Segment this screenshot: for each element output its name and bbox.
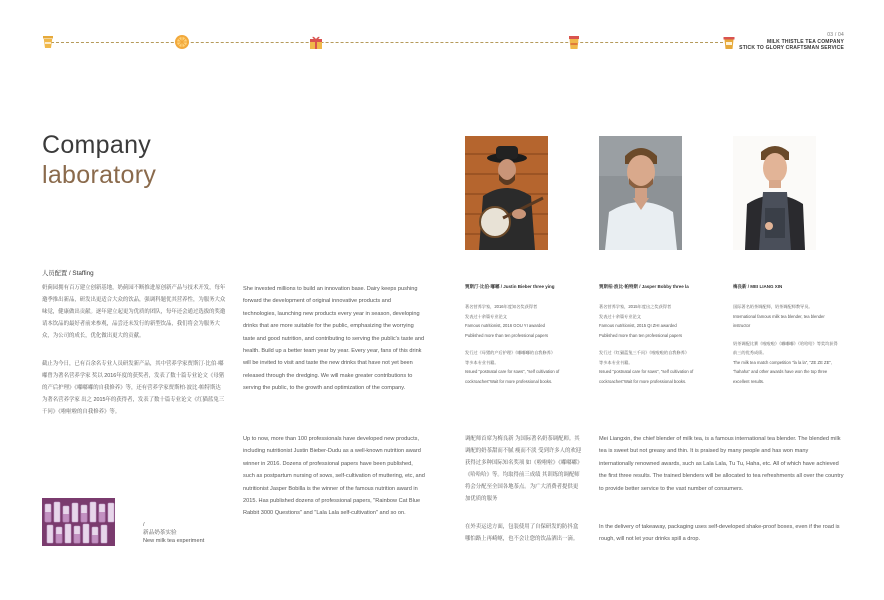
bio-line: Famous nutritionist, 2016 GOU YI awarded bbox=[465, 323, 545, 328]
photo-jasper bbox=[599, 136, 682, 250]
bio-line: 著名营养学家，2016年度知名奖获得者 bbox=[465, 304, 538, 309]
header-timeline bbox=[46, 42, 728, 43]
cup-icon bbox=[40, 34, 56, 50]
bio-line: 奶茶调配比赛《啦啦啦》《嘟嘟嘟》《哈哈哈》等奖均获得 bbox=[733, 340, 838, 346]
bio-line: 等多本专业书籍。 bbox=[465, 359, 499, 365]
lab-caption bbox=[143, 521, 204, 546]
bio-line: International famous milk tea blender, tea blender bbox=[733, 313, 825, 319]
bio-line: "hahaha" and other awards have won the top three excellent results. bbox=[733, 369, 828, 384]
bio-line: 著名营养学家，2015年度出之奖获得者 bbox=[599, 304, 672, 309]
english-paragraph-1: She invested millions to build an innovation base. Dairy keeps pushing forward the development of original innovative products and technologies, launching new products every year in season, developing drinks that are more suitable for the public, emphasizing the worrying taste and good nutrition, and contributing to serving the public's taste and health. Build up a better team year by year. Every year, fans of this drink will be invited to visit and taste the new drinks that have not yet been released through the dredging. We will make greater contributions to serving the public, to the growth and optimization of the company. bbox=[243, 286, 425, 392]
bio-line: Famous nutritionist, 2015 QI ZHI awarded bbox=[599, 323, 677, 328]
tagline: STICK TO GLORY CRAFTSMAN SERVICE bbox=[739, 45, 844, 51]
lab-photo bbox=[42, 498, 115, 546]
title-line-2: laboratory bbox=[42, 161, 157, 189]
juice-cup-icon bbox=[566, 34, 582, 50]
staffing-paragraph-2: 截止为今日，已有百余名专业人员研发新产品，其中营养学家贾斯汀·比伯·嘟嘟曾为著名营养学家 奖以 2016年度的获奖者，发表了数十篇专业论文《母猪的产后护理》《嘟嘟嘟的自我修养》等，还有营养学家贾斯柏·波比·帕特斯达为著名营养学家 出之 2015年的获得者，发表了数十篇专业论文《红猫蓝兔三千问》《啦啦啦的自我修养》等。 bbox=[42, 361, 225, 415]
bio-line: Issued "postnatal care for sows", "self cultivation of bbox=[465, 369, 560, 374]
bio-line: Published more than ten professional papers bbox=[465, 332, 549, 338]
blender-zh-paragraph-2: 在外卖运送方面，包装使用了自保研发的防抖盒 哪怕路上再崎岖，也不会让您的饮品洒出一滴。 bbox=[465, 524, 579, 542]
person-bio-jasper bbox=[599, 302, 731, 386]
title-line-1: Company bbox=[42, 131, 152, 159]
blender-en-paragraph-2: In the delivery of takeaway, packaging uses self-developed shake-proof boxes, even if the road is rough, will not let your drinks spill a drop. bbox=[599, 524, 840, 543]
lab-caption-zh: 新品奶茶实验 bbox=[143, 530, 177, 537]
person-name-mei: 梅良新 / MEI LIANG XIN bbox=[733, 284, 783, 289]
lab-caption-en: New milk tea experiment bbox=[143, 538, 205, 545]
bio-line: Published more than ten professional papers bbox=[599, 332, 683, 338]
blender-en-paragraph-1: Mei Liangxin, the chief blender of milk tea, is a famous international tea blender. The blended milk tea is sweet but not greasy and thin. It is praised by many people and has won many internationally renowned awards, such as Lala Lala, Tu Tu, Haha, etc. All of which have achieved the first three results. The trained blenders will be allocated to tea refreshments all over the country to provide better service to the vast number of consumers. bbox=[599, 436, 844, 492]
bio-line: 发表过十余篇专业论文 bbox=[465, 313, 507, 319]
person-bio-justin bbox=[465, 302, 597, 386]
person-bio-mei bbox=[733, 302, 843, 386]
bio-line: 发行过《红猫蓝兔三千问》《啦啦啦的自我修养》 bbox=[599, 350, 690, 355]
company-name: MILK THISTLE TEA COMPANY bbox=[766, 38, 844, 45]
bio-line: 发行过《母猪的产后护理》《嘟嘟嘟的自我修养》 bbox=[465, 350, 556, 355]
bio-line: 国际著名奶茶调配师，奶茶调配师教导员。 bbox=[733, 304, 813, 309]
bio-line: Issued "postnatal care for sows", "self cultivation of bbox=[599, 369, 694, 374]
staffing-paragraph-1: 奶蓟园拥有百万建立创新基地，奶蓟园不断推进原创新产品与技术开发，每年邀季推出新品，研发出更适合大众的饮品，强调科题优其营养性，为服务大众味觉，健康做出贡献。逐年建立起更为优质的团队，每年还会通过选拔的奖邀请本饮品的最好者前来参观，品尝还未发行的新型饮品，我们将会为服务大众，为公司的成长，优化做出更大的贡献。 bbox=[42, 285, 226, 339]
header-info bbox=[739, 32, 844, 52]
bio-line: instructor bbox=[733, 323, 751, 328]
bio-line: 前三的优秀成绩。 bbox=[733, 350, 767, 355]
bio-line: cockroaches"Wait for more professional books. bbox=[465, 378, 553, 384]
page-title bbox=[42, 130, 156, 190]
person-name-justin: 贾斯汀·比伯·嘟嘟 / Justin Bieber three ying bbox=[465, 284, 555, 289]
bio-line: 等多本专业书籍。 bbox=[599, 359, 633, 365]
english-paragraph-2: Up to now, more than 100 professionals have developed new products, including nutritionist Justin Bieber-Dudu as a well-known nutrition award winner in 2016. Dozens of professional papers have been published, such as postpartum nursing of sows, self-cultivation of muttering, etc, and nutritionist Jasper Bobilla is the winner of the famous nutrition award in 2015. Has published dozens of professional papers, "Rainbow Cat Blue Rabbit 3000 Questions" and "Lala Lala self-cultivation" and so on. bbox=[243, 436, 425, 517]
person-name-jasper: 贾斯柏·波比·帕特斯 / Jasper Bobby three la bbox=[599, 284, 689, 289]
photo-mei bbox=[733, 136, 816, 250]
bio-line: 发表过十余篇专业论文 bbox=[599, 313, 641, 319]
gift-box-icon bbox=[308, 34, 324, 50]
lab-slash: / bbox=[143, 522, 145, 528]
blender-zh-paragraph-1: 调配师首席为梅良新 为国际著名奶茶调配师。其调配的奶茶甜而不腻 瘦而不淡 受到许多人的欢迎 获得过多种国际知名奖项 如《啦啦啦》《嘟嘟嘟》《哈哈哈》等。均取得前三成绩 其训练的调配师将会分配至全国各地茶点。为广大消费者提供更加优质的服务 bbox=[465, 436, 583, 502]
bio-line: The milk tea match competition "la la la", "ZE ZE ZE", bbox=[733, 359, 833, 365]
bio-line: cockroaches"Wait for more professional books. bbox=[599, 378, 687, 384]
takeaway-cup-icon bbox=[721, 34, 737, 50]
staffing-heading: 人员配置 / Staffing bbox=[42, 270, 94, 277]
photo-justin bbox=[465, 136, 548, 250]
orange-slice-icon bbox=[174, 34, 190, 50]
page-number: 03 / 04 bbox=[827, 32, 844, 38]
